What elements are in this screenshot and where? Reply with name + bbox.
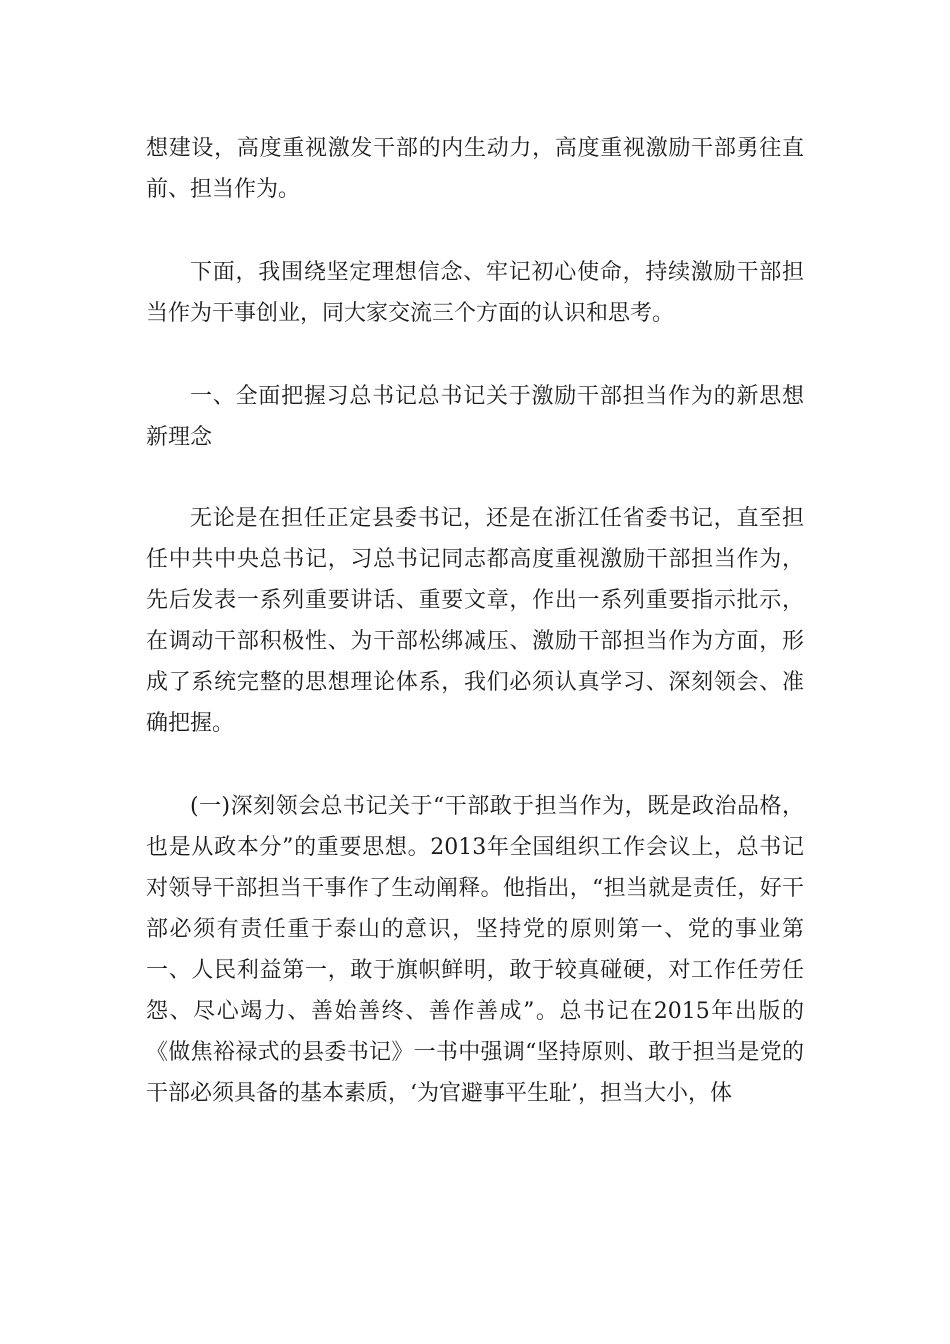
paragraph-intro: 下面，我围绕坚定理想信念、牢记初心使命，持续激励干部担当作为干事创业，同大家交流三个方面的认识和思考。 — [146, 260, 804, 326]
paragraph-section-1-body: 无论是在担任正定县委书记，还是在浙江任省委书记，直至担任中共中央总书记，习总书记同志都高度重视激励干部担当作为，先后发表一系列重要讲话、重要文章，作出一系列重要指示批示，在调动干部积极性、为干部松绑减压、激励干部担当作为方面，形成了系统完整的思想理论体系，我们必须认真学习、深刻领会、准确把握。 — [146, 506, 804, 736]
document-body — [146, 128, 804, 1156]
section-heading-1: 一、全面把握习总书记总书记关于激励干部担当作为的新思想新理念 — [146, 384, 804, 450]
paragraph-subsection-1: (一)深刻领会总书记关于“干部敢于担当作为，既是政治品格，也是从政本分”的重要思想。2013年全国组织工作会议上，总书记对领导干部担当干事作了生动阐释。他指出，“担当就是责任，好干部必须有责任重于泰山的意识，坚持党的原则第一、党的事业第一、人民利益第一，敢于旗帜鲜明，敢于较真碰硬，对工作任劳任怨、尽心竭力、善始善终、善作善成”。总书记在2015年出版的《做焦裕禄式的县委书记》一书中强调“坚持原则、敢于担当是党的干部必须具备的基本素质，‘为官避事平生耻’，担当大小，体 — [146, 794, 804, 1106]
paragraph-continuation: 想建设，高度重视激发干部的内生动力，高度重视激励干部勇往直前、担当作为。 — [146, 136, 804, 202]
